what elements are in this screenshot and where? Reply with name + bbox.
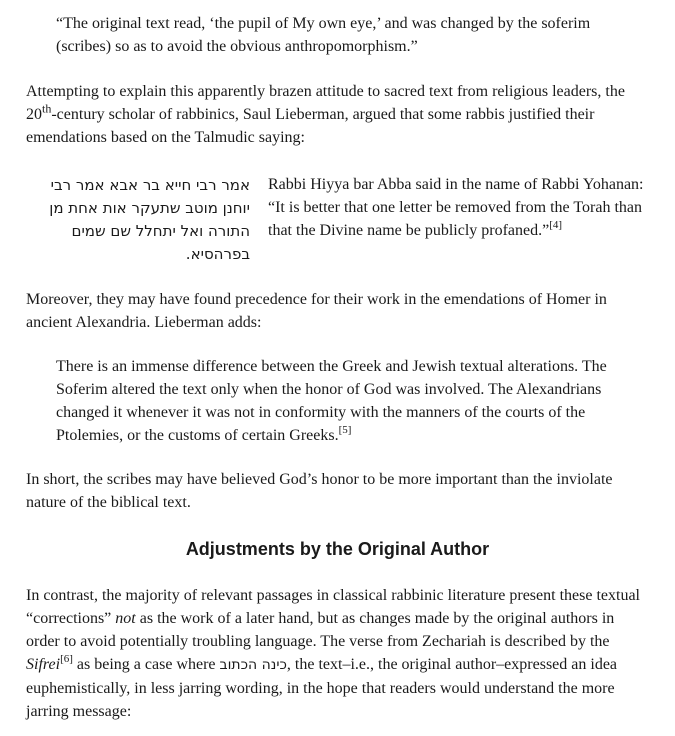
translation-text: Rabbi Hiyya bar Abba said in the name of Rabbi Yohanan: “It is better that one letter be removed from the Torah than that the Divine name be publicly profaned.” xyxy=(268,176,644,239)
emphasis-sifrei: Sifrei xyxy=(26,656,61,673)
block-quote-text: “The original text read, ‘the pupil of My own eye,’ and was changed by the soferim (scribes) so as to avoid the obvious anthropomorphism.” xyxy=(56,15,591,55)
section-heading: Adjustments by the Original Author xyxy=(185,539,490,559)
paragraph-text: , the text–i.e., the original author–expressed an idea euphemistically, in less jarring wording, in the hope that readers would understand the more jarring message: xyxy=(26,656,618,720)
paragraph-summary: In short, the scribes may have believed God’s honor to be more important than the inviolate nature of the biblical text. xyxy=(26,471,613,511)
paragraph-original-author xyxy=(26,584,651,723)
paragraph-text: as the work of a later hand, but as changes made by the original authors in order to avoid potentially troubling language. The verse from Zechariah is described by the xyxy=(26,610,615,650)
footnote-ref-4[interactable]: [4] xyxy=(549,218,563,231)
paragraph-lieberman-intro xyxy=(26,80,651,149)
paragraph-text: Attempting to explain this apparently brazen attitude to sacred text from religious leaders, the 20 xyxy=(26,83,625,123)
paragraph-text: In contrast, the majority of relevant passages in classical rabbinic literature present these textual “corrections” xyxy=(26,587,640,627)
paragraph-text: as being a case where xyxy=(72,656,220,673)
ordinal-suffix: th xyxy=(42,101,52,116)
footnote-ref-5[interactable]: [5] xyxy=(338,423,352,436)
talmud-hebrew-text: אמר רבי חייא בר אבא אמר רבי יוחנן מוטב שתעקר אות אחת מן התורה ואל יתחלל שם שמים בפרהסיא. xyxy=(49,176,250,263)
paragraph-homer: Moreover, they may have found precedence for their work in the emendations of Homer in ancient Alexandria. Lieberman adds: xyxy=(26,291,607,331)
footnote-ref-6[interactable]: [6] xyxy=(60,652,73,665)
block-quote-soferim xyxy=(56,12,646,58)
talmud-english-translation xyxy=(268,173,648,242)
emphasis-not: not xyxy=(115,610,136,627)
inline-hebrew-term: כינה הכתוב xyxy=(219,657,287,673)
paragraph-text: -century scholar of rabbinics, Saul Lieberman, argued that some rabbis justified their emendations based on the Talmudic saying: xyxy=(26,106,595,146)
block-quote-lieberman xyxy=(56,355,646,447)
block-quote-text: There is an immense difference between the Greek and Jewish textual alterations. The Soferim altered the text only when the honor of God was involved. The Alexandrians changed it whenever it was not in conformity with the manners of the courts of the Ptolemies, or the customs of certain Greeks. xyxy=(56,358,607,444)
